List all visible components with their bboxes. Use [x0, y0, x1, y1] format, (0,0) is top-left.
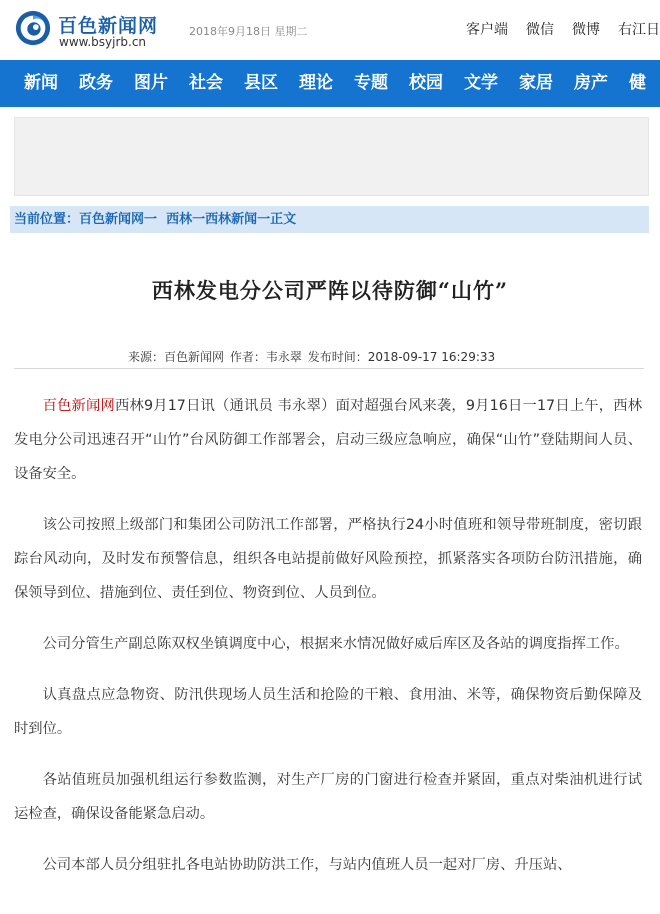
article-meta	[128, 348, 497, 365]
nav-item-home[interactable]: 家居	[519, 73, 553, 93]
nav-item-literature[interactable]: 文学	[464, 73, 498, 93]
article-author: 作者：韦永翠	[229, 350, 302, 364]
article-source: 来源：百色新闻网	[128, 350, 225, 364]
current-date: 2018年9月18日 星期二	[189, 25, 308, 38]
breadcrumb-xilin-news-link[interactable]: 西林新闻	[205, 212, 258, 227]
nav-item-theory[interactable]: 理论	[299, 73, 333, 93]
nav-item-government[interactable]: 政务	[79, 73, 113, 93]
top-link-client[interactable]: 客户端	[466, 22, 508, 38]
article-paragraph: 各站值班员加强机组运行参数监测，对生产厂房的门窗进行检查并紧固，重点对柴油机进行试运检查，确保设备能紧急启动。	[14, 772, 642, 822]
site-header	[0, 0, 660, 60]
main-nav	[0, 60, 660, 107]
nav-item-health[interactable]: 健	[629, 73, 646, 93]
top-link-youjiang[interactable]: 右江日	[618, 22, 660, 38]
nav-item-realestate[interactable]: 房产	[574, 73, 608, 93]
breadcrumb-current: 正文	[270, 212, 297, 227]
breadcrumb	[10, 206, 649, 233]
paragraph-text: 西林9月17日讯（通讯员 韦永翠）面对超强台风来袭，9月16日一17日上午，西林发电分公司迅速召开“山竹”台风防御工作部署会，启动三级应急响应，确保“山竹”登陆期间人员、设备安全。	[14, 398, 643, 482]
article-paragraph: 公司本部人员分组驻扎各电站协助防洪工作，与站内值班人员一起对厂房、升压站、	[42, 857, 572, 873]
breadcrumb-separator: 一	[144, 212, 158, 227]
nav-items	[24, 60, 660, 107]
top-links	[466, 19, 660, 39]
nav-item-counties[interactable]: 县区	[244, 73, 278, 93]
article-paragraph: 该公司按照上级部门和集团公司防汛工作部署，严格执行24小时值班和领导带班制度，密切跟踪台风动向，及时发布预警信息，组织各电站提前做好风险预控，抓紧落实各项防台防汛措施，确保领导到位、措施到位、责任到位、物资到位、人员到位。	[14, 517, 642, 601]
article-time: 发布时间：2018-09-17 16:29:33	[307, 350, 496, 364]
breadcrumb-separator: 一	[192, 212, 206, 227]
breadcrumb-separator: 一	[257, 212, 271, 227]
nav-item-pictures[interactable]: 图片	[134, 73, 168, 93]
article-paragraph: 认真盘点应急物资、防汛供现场人员生活和抢险的干粮、食用油、米等，确保物资后勤保障及时到位。	[14, 687, 642, 737]
nav-item-society[interactable]: 社会	[189, 73, 223, 93]
breadcrumb-xilin-link[interactable]: 西林	[166, 212, 193, 227]
nav-item-news[interactable]: 新闻	[24, 73, 58, 93]
site-logo[interactable]	[14, 8, 174, 52]
top-link-weibo[interactable]: 微博	[572, 22, 600, 38]
nav-item-campus[interactable]: 校园	[409, 73, 443, 93]
lead-source-link[interactable]: 百色新闻网	[42, 398, 115, 414]
breadcrumb-prefix: 当前位置：	[14, 212, 80, 227]
top-link-wechat[interactable]: 微信	[526, 22, 554, 38]
article-body	[14, 389, 642, 899]
meta-divider	[14, 368, 644, 369]
logo-name: 百色新闻网	[58, 15, 159, 37]
logo-url: www.bsyjrb.cn	[59, 35, 147, 49]
nav-item-topics[interactable]: 专题	[354, 73, 388, 93]
article-paragraph: 公司分管生产副总陈双权坐镇调度中心，根据来水情况做好威后库区及各站的调度指挥工作。	[42, 636, 629, 652]
breadcrumb-home-link[interactable]: 百色新闻网	[79, 212, 145, 227]
logo-swirl-icon	[14, 9, 52, 47]
article-paragraph	[14, 389, 642, 491]
article-title: 西林发电分公司严阵以待防御“山竹”	[151, 278, 509, 303]
ad-banner-placeholder	[14, 117, 649, 196]
